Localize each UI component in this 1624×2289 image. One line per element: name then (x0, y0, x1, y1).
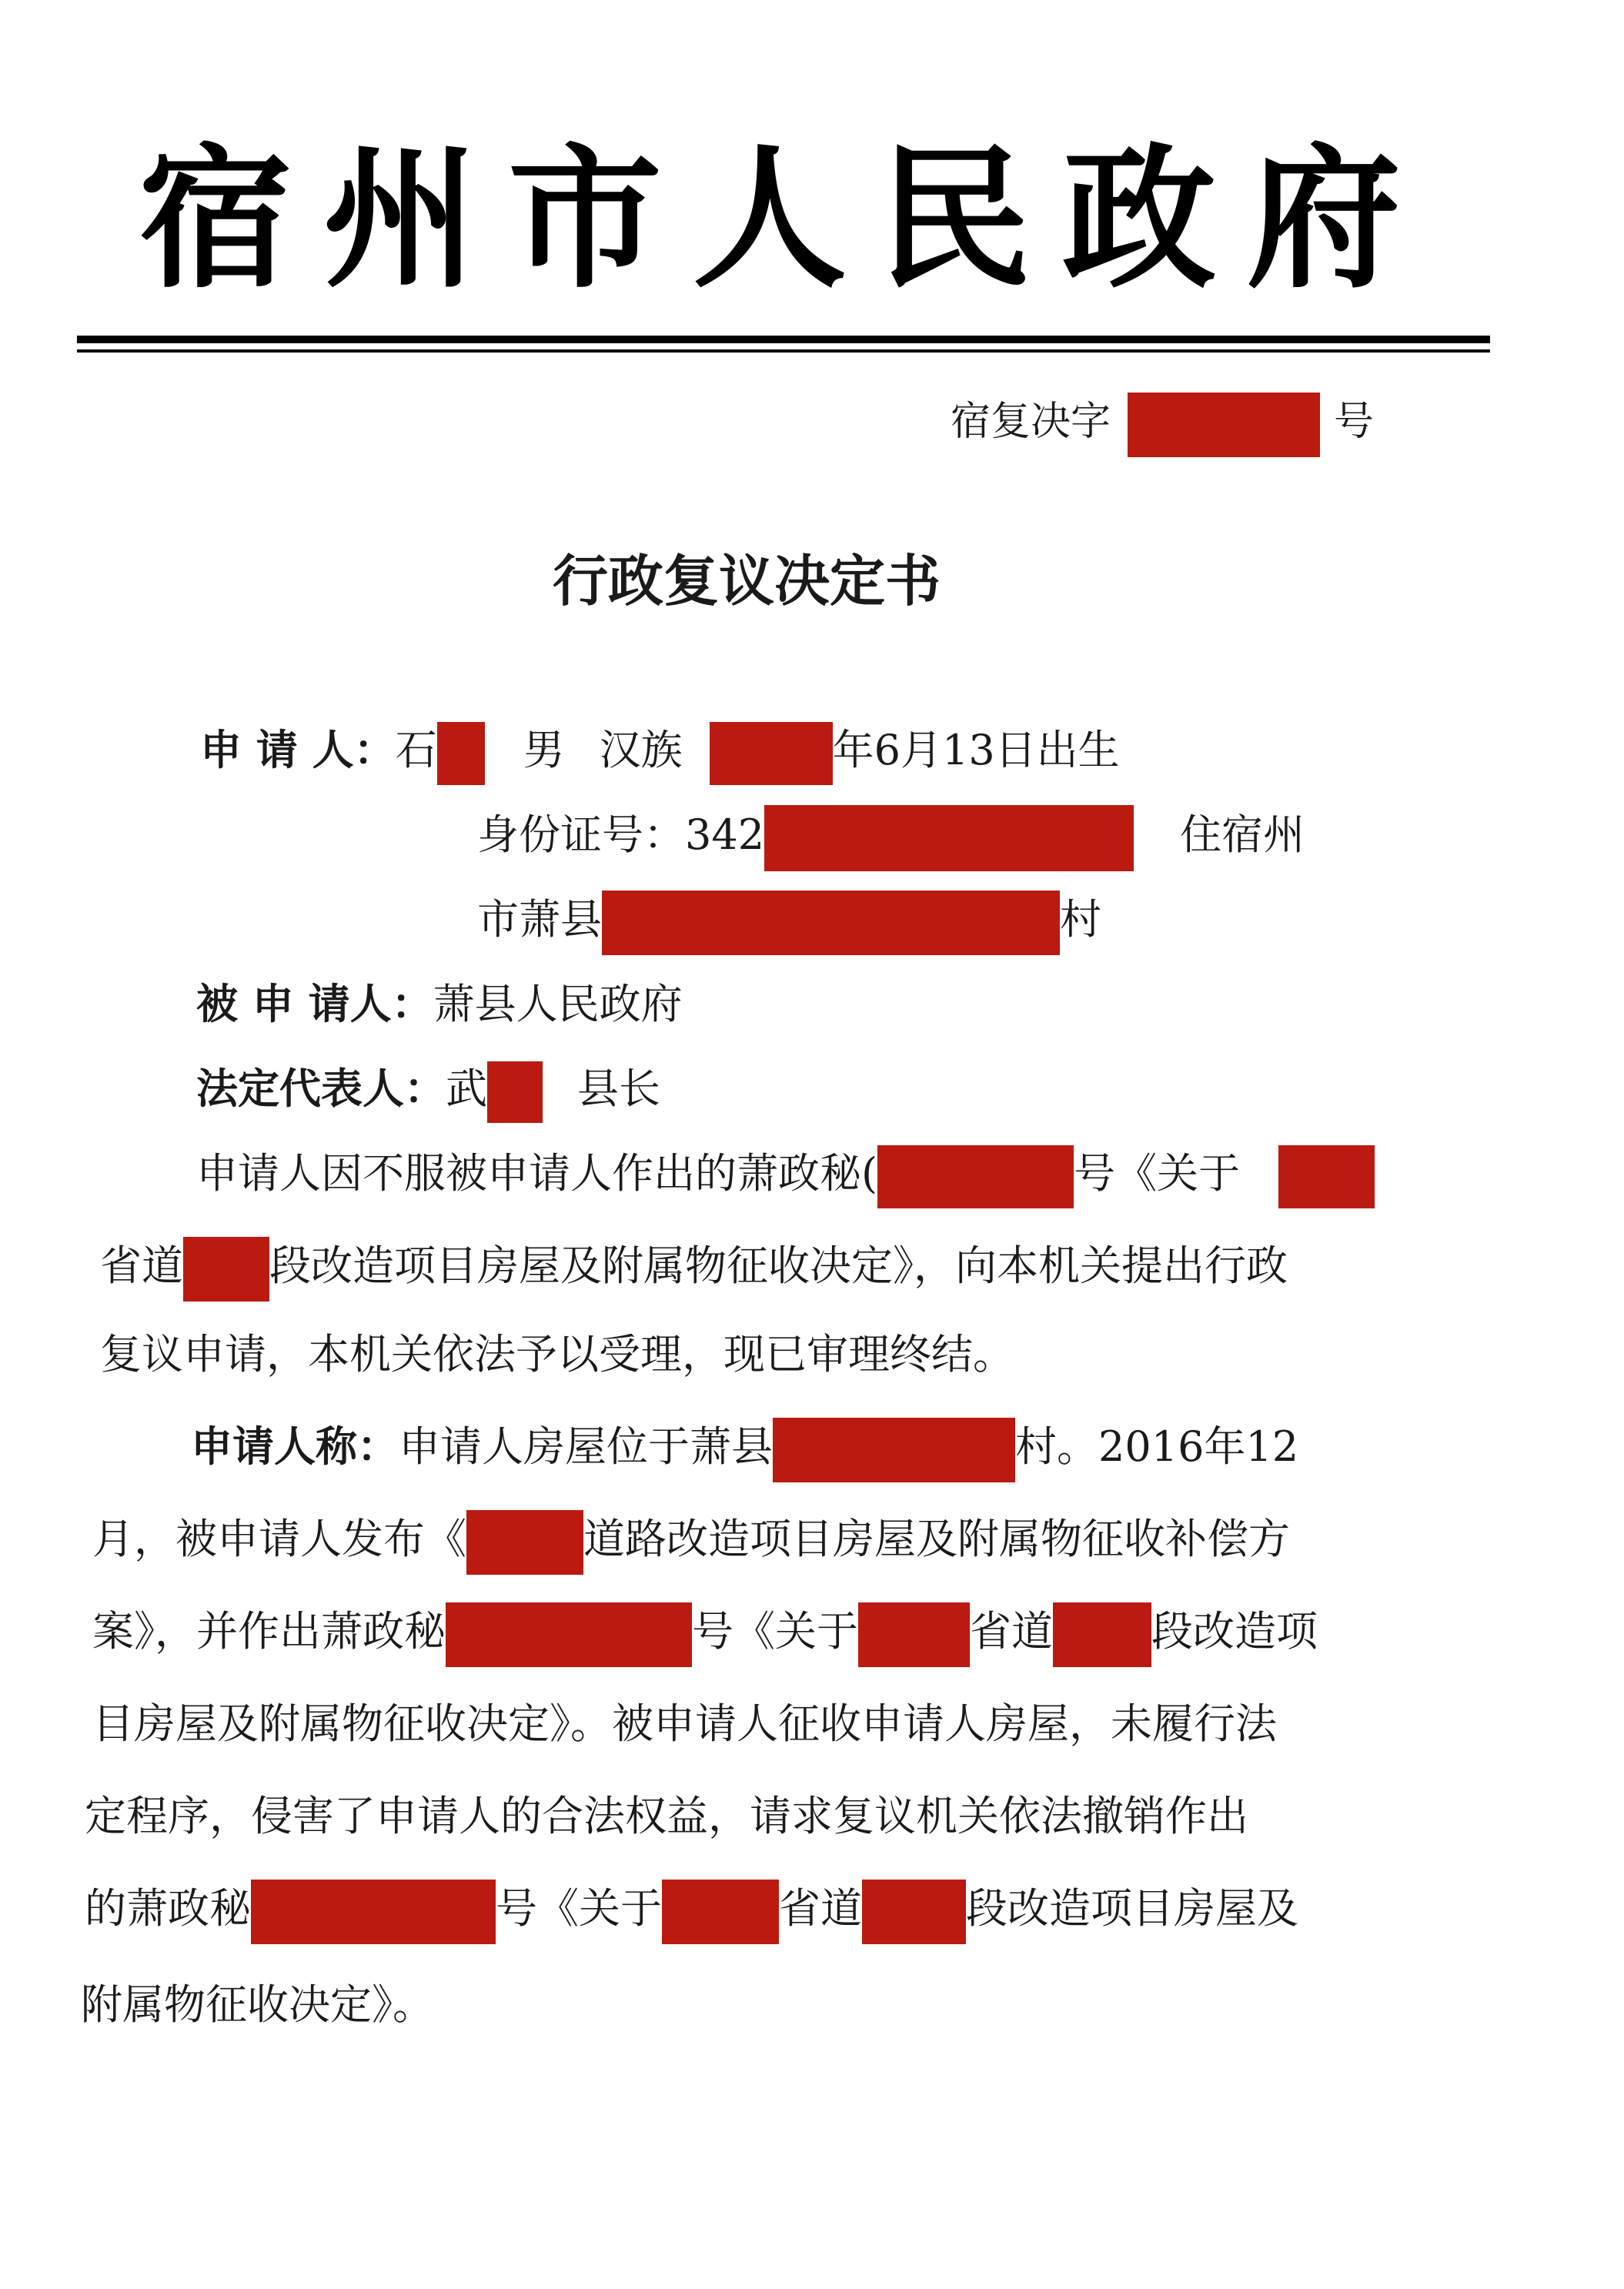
redaction-p1-docno (877, 1145, 1074, 1208)
applicant-residence-a: 住宿州 (1180, 810, 1305, 859)
claim-label: 申请人称： (191, 1422, 399, 1471)
redaction-id-number (764, 805, 1134, 871)
applicant-residence-c: 村 (1060, 895, 1101, 944)
p1c: 省道 (100, 1241, 183, 1290)
body-p2-line-7: 附属物征收决定》。 (81, 1980, 434, 2029)
redaction-representative-name (487, 1061, 543, 1123)
representative-title: 县长 (577, 1064, 660, 1113)
applicant-line-2 (477, 800, 1305, 871)
p2e: 案》，并作出萧政秘 (92, 1607, 446, 1656)
document-title: 行政复议决定书 (552, 549, 941, 613)
p2l: 号《关于 (496, 1884, 662, 1933)
p2d: 道路改造项目房屋及附属物征收补偿方 (583, 1515, 1290, 1563)
letterhead-rule-thin (77, 349, 1490, 353)
p2g: 省道 (970, 1607, 1053, 1656)
redaction-p2-section (1053, 1602, 1151, 1667)
redaction-p2-road-2 (662, 1880, 779, 1944)
body-p2-line-4: 目房屋及附属物征收决定》。被申请人征收申请人房屋，未履行法 (92, 1699, 1277, 1748)
applicant-gender: 男 (523, 726, 565, 774)
body-p2-line-6 (85, 1874, 1298, 1944)
p2m: 省道 (779, 1884, 862, 1933)
applicant-name-prefix: 石 (395, 726, 437, 774)
applicant-birth: 年6月13日出生 (832, 726, 1120, 774)
docno-prefix: 宿复决字 (951, 399, 1111, 445)
redaction-p2-village (773, 1418, 1015, 1482)
docno-suffix: 号 (1334, 399, 1375, 445)
p1b: 号《关于 (1074, 1149, 1241, 1198)
applicant-residence-b: 市萧县 (477, 895, 602, 944)
body-p2-line-3 (92, 1597, 1318, 1667)
body-p2-line-1 (191, 1412, 1298, 1482)
respondent-label: 被 申 请人： (196, 980, 433, 1028)
p2a: 申请人房屋位于萧县 (399, 1422, 773, 1471)
p1a: 申请人因不服被申请人作出的萧政秘( (196, 1149, 878, 1198)
applicant-id-prefix: 342 (685, 810, 765, 859)
redaction-p2-road-name (466, 1510, 583, 1575)
body-p1-line-3: 复议申请，本机关依法予以受理，现已审理终结。 (100, 1330, 1014, 1378)
letterhead-agency: 宿州市人民政府 (138, 129, 1432, 309)
redaction-birth-year (710, 722, 833, 785)
redaction-p1-road (1278, 1145, 1375, 1208)
document-number (951, 391, 1374, 457)
body-p2-line-2 (92, 1505, 1290, 1575)
applicant-line-3 (477, 885, 1101, 955)
p2c: 月，被申请人发布《 (92, 1515, 466, 1563)
respondent-value: 萧县人民政府 (433, 980, 683, 1028)
redaction-p2-road (858, 1602, 970, 1667)
redaction-address (602, 891, 1060, 955)
representative-name-prefix: 武 (446, 1064, 487, 1113)
letterhead-rule-thick (77, 336, 1490, 343)
redaction-applicant-name (437, 722, 485, 785)
applicant-id-label: 身份证号： (477, 810, 685, 859)
redaction-p2-section-2 (862, 1880, 966, 1944)
redaction-p1-section (183, 1237, 269, 1302)
representative-line (196, 1054, 660, 1124)
redaction-docno (1128, 393, 1320, 457)
p2f: 号《关于 (692, 1607, 858, 1656)
body-p1-line-2 (100, 1231, 1288, 1302)
p2k: 的萧政秘 (85, 1884, 251, 1933)
representative-label: 法定代表人： (196, 1064, 446, 1113)
respondent-line (196, 970, 683, 1039)
p2h: 段改造项 (1151, 1607, 1318, 1656)
p2b: 村。2016年12 (1015, 1422, 1299, 1471)
applicant-ethnicity: 汉族 (599, 726, 683, 774)
applicant-label: 申 请 人： (200, 726, 396, 774)
body-p1-line-1 (196, 1139, 1375, 1208)
redaction-p2-docno (446, 1602, 692, 1667)
redaction-p2-docno-2 (251, 1880, 496, 1944)
applicant-line-1 (200, 716, 1120, 785)
p2n: 段改造项目房屋及 (966, 1884, 1298, 1933)
body-p2-line-5: 定程序，侵害了申请人的合法权益，请求复议机关依法撤销作出 (85, 1792, 1248, 1840)
p1d: 段改造项目房屋及附属物征收决定》，向本机关提出行政 (269, 1241, 1288, 1290)
